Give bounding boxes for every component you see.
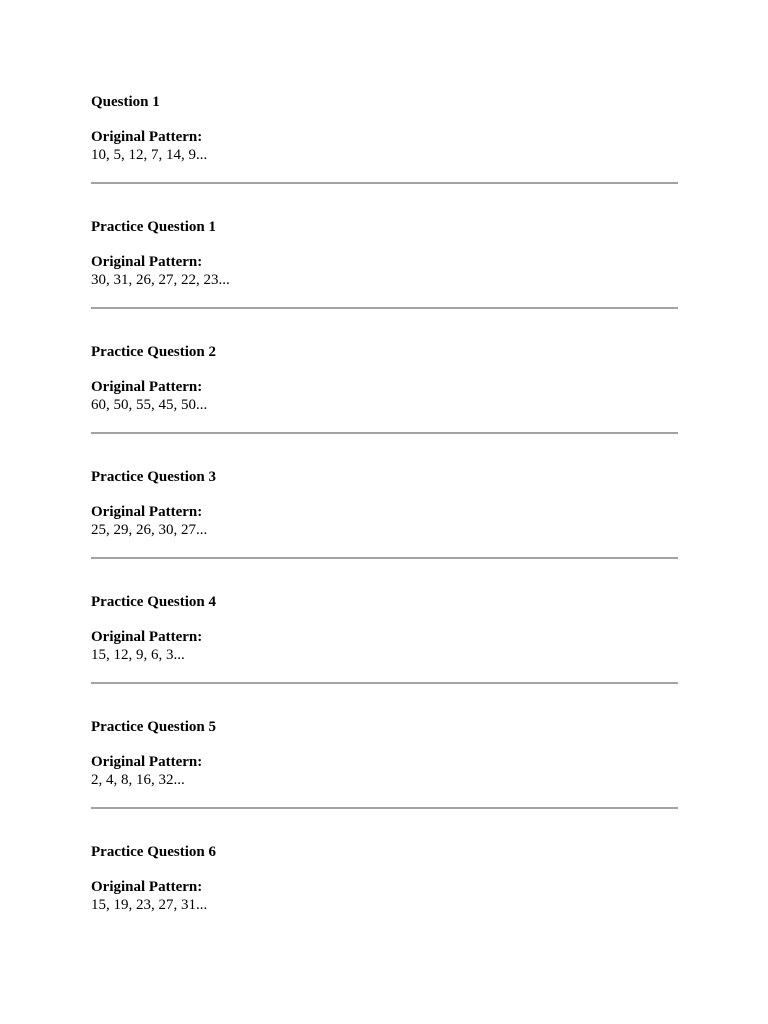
pattern-sequence: 30, 31, 26, 27, 22, 23...: [91, 272, 230, 288]
pattern-sequence: 15, 12, 9, 6, 3...: [91, 647, 185, 663]
question-block: [91, 218, 678, 343]
section-divider: [91, 307, 678, 309]
pattern-label: Original Pattern:: [91, 504, 203, 520]
question-block: [91, 468, 678, 593]
pattern-label: Original Pattern:: [91, 379, 203, 395]
section-divider: [91, 182, 678, 184]
pattern-sequence: 10, 5, 12, 7, 14, 9...: [91, 147, 208, 163]
question-list: [91, 93, 678, 968]
pattern-sequence: 2, 4, 8, 16, 32...: [91, 772, 185, 788]
section-divider: [91, 432, 678, 434]
question-block: [91, 343, 678, 468]
section-divider: [91, 557, 678, 559]
question-block: [91, 718, 678, 843]
question-title: Practice Question 3: [91, 469, 216, 485]
question-title: Practice Question 1: [91, 219, 216, 235]
pattern-label: Original Pattern:: [91, 629, 203, 645]
pattern-sequence: 25, 29, 26, 30, 27...: [91, 522, 208, 538]
section-divider: [91, 682, 678, 684]
pattern-label: Original Pattern:: [91, 754, 203, 770]
question-block: [91, 93, 678, 218]
question-title: Question 1: [91, 94, 160, 110]
pattern-label: Original Pattern:: [91, 254, 203, 270]
pattern-sequence: 15, 19, 23, 27, 31...: [91, 897, 208, 913]
question-title: Practice Question 4: [91, 594, 216, 610]
question-title: Practice Question 6: [91, 844, 216, 860]
question-title: Practice Question 5: [91, 719, 216, 735]
section-divider: [91, 807, 678, 809]
pattern-label: Original Pattern:: [91, 129, 203, 145]
question-title: Practice Question 2: [91, 344, 216, 360]
pattern-sequence: 60, 50, 55, 45, 50...: [91, 397, 208, 413]
question-block: [91, 593, 678, 718]
question-block: [91, 843, 678, 968]
pattern-label: Original Pattern:: [91, 879, 203, 895]
